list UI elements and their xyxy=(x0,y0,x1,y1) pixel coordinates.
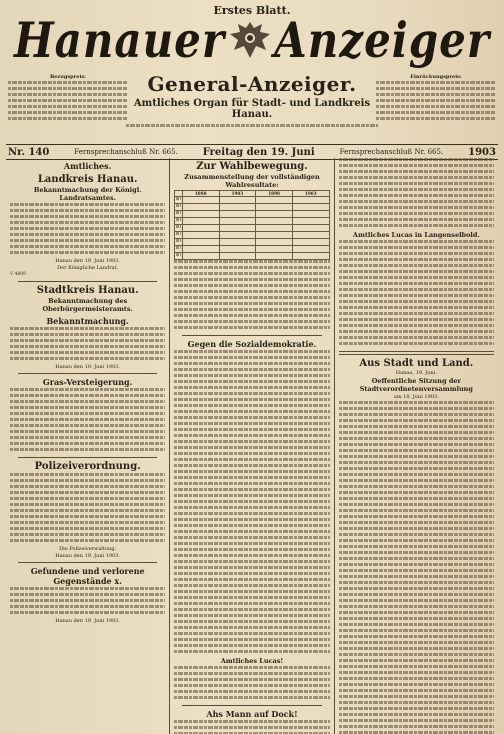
table-header: 1898 xyxy=(256,191,293,197)
section-amtliches: Amtliches. xyxy=(63,161,112,171)
column-3 xyxy=(334,158,498,734)
polizei-date: Hanau den 19. Juni 1903. xyxy=(55,553,121,559)
section-landkreis: Landkreis Hanau. xyxy=(37,174,138,185)
polizei-signature: Die Polizeiverwaltung. xyxy=(59,546,117,552)
title-row xyxy=(6,11,498,69)
notice-landrat-head: Bekanntmachung der Königl. Landratsamtes. xyxy=(33,186,142,202)
subtitle: General-Anzeiger. xyxy=(147,72,357,96)
election-table xyxy=(174,190,329,260)
notice-polizei: Polizeiverordnung. xyxy=(34,461,141,472)
article-amtliches-lucas: Amtliches Lucas! xyxy=(220,657,284,665)
article-stadtverordneten: Oeffentliche Sitzung der Stadtverordnetenversammlung xyxy=(359,376,473,393)
section-stadt-und-land: Aus Stadt und Land. xyxy=(359,357,474,369)
eagle-crest-icon xyxy=(226,16,274,64)
advert-price-head: Einrückungspreis: xyxy=(410,74,462,80)
phone-left: Fernsprechanschluß Nr. 665. xyxy=(74,148,178,156)
issue-number: Nr. 140 xyxy=(8,146,50,158)
notice-signature: Der Königliche Landrat. xyxy=(57,265,119,271)
notice-gras: Gras-Versteigerung. xyxy=(42,377,133,387)
table-header: 1903 xyxy=(219,191,256,197)
appearance-line xyxy=(126,124,378,130)
article-sozialdemokratie: Gegen die Sozialdemokratie. xyxy=(187,339,317,349)
subtitle-block xyxy=(126,72,378,120)
article-mann-auf-dock: Ahs Mann auf Dock! xyxy=(206,709,298,719)
column-1 xyxy=(6,158,169,734)
article-columns xyxy=(6,158,498,734)
phone-right: Fernsprechanschluß Nr. 665. xyxy=(339,148,444,156)
edition-label: Erstes Blatt. xyxy=(213,4,291,17)
table-header: 1903 xyxy=(292,191,329,197)
notice-date-2: Hanau den 19. Juni 1903. xyxy=(55,364,121,370)
notice-ref: V 4809 xyxy=(10,272,26,277)
title-right: Anzeiger xyxy=(274,11,490,69)
table-header: 1898 xyxy=(182,191,219,197)
advert-price-box xyxy=(376,74,496,123)
title-left: Hanauer xyxy=(14,11,226,69)
subscription-box xyxy=(8,74,128,123)
issue-year: 1903 xyxy=(468,146,496,158)
column-2 xyxy=(169,158,333,734)
subscription-head: Bezugspreis: xyxy=(49,74,87,80)
dateline: Hanau, 19. Juni. xyxy=(395,369,437,376)
notice-obm-head: Bekanntmachung des Oberbürgermeisteramts. xyxy=(42,297,133,313)
gefundene-date: Hanau den 19. Juni 1903. xyxy=(55,618,121,624)
issue-date: Freitag den 19. Juni xyxy=(202,146,315,158)
wahlresultate-head: Zusammenstellung der vollständigen Wahlresultate: xyxy=(184,173,320,189)
article-wahlbewegung: Zur Wahlbewegung. xyxy=(196,161,308,172)
section-stadtkreis: Stadtkreis Hanau. xyxy=(36,285,139,296)
notice-bekanntmachung: Bekanntmachung. xyxy=(46,316,129,326)
notice-date: Hanau den 19. Juni 1903. xyxy=(55,258,121,264)
organ-line: Amtliches Organ für Stadt- und Landkreis Hanau. xyxy=(133,98,371,120)
notice-gefundene: Gefundene und verlorene Gegenstände x. xyxy=(30,566,145,586)
masthead xyxy=(6,4,498,158)
article-lucas-langenselbold: Amtliches Lucas in Langenselbold. xyxy=(352,231,480,239)
sitzung-date: am 18. Juni 1903. xyxy=(393,393,439,400)
